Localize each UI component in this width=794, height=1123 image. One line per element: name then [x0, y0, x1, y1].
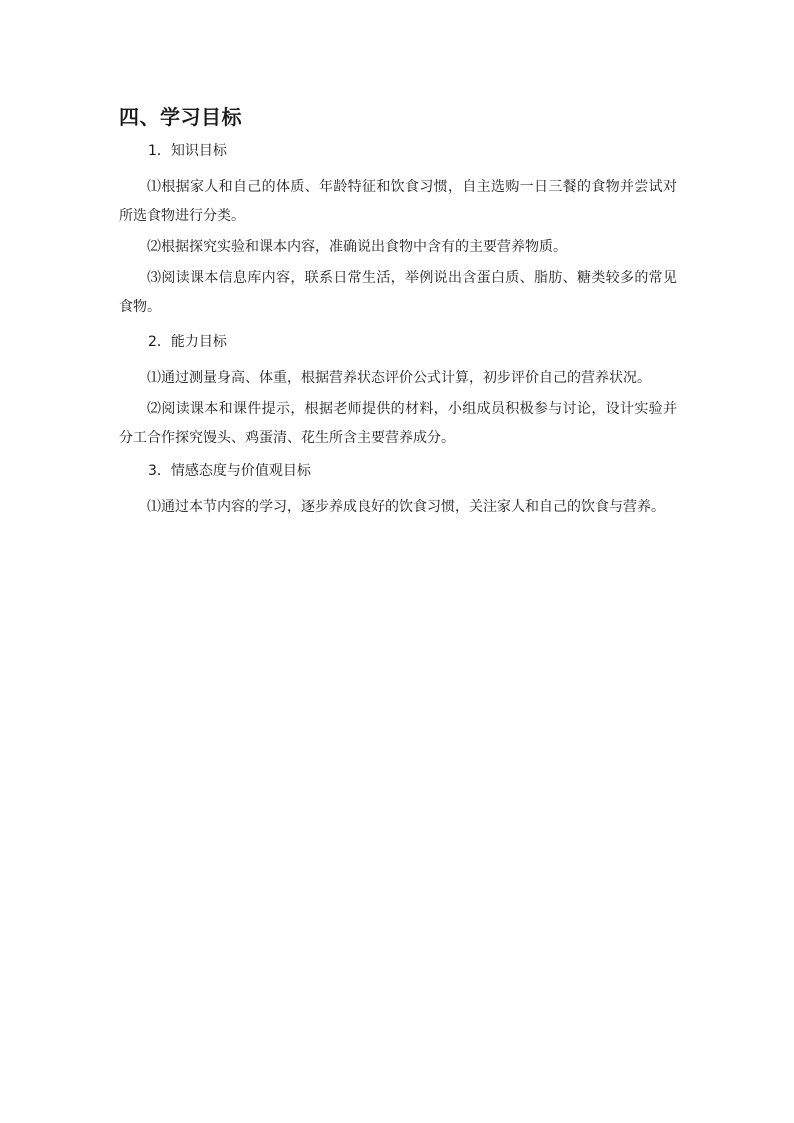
document-content [119, 103, 677, 524]
subsection-title-ability: 2．能力目标 [148, 334, 227, 350]
subsection-title-attitude: 3．情感态度与价值观目标 [148, 463, 311, 479]
objective-paragraph: ⑴通过测量身高、体重，根据营养状态评价公式计算，初步评价自己的营养状况。 [147, 370, 651, 386]
objective-paragraph: ⑴通过本节内容的学习，逐步养成良好的饮食习惯，关注家人和自己的饮食与营养。 [147, 499, 665, 515]
section-heading: 四、学习目标 [119, 105, 242, 129]
objective-paragraph: ⑵根据探究实验和课本内容，准确说出食物中含有的主要营养物质。 [147, 239, 567, 255]
objective-paragraph: ⑴根据家人和自己的体质、年龄特征和饮食习惯，自主选购一日三餐的食物并尝试对所选食物进行分类。 [119, 179, 677, 224]
objective-paragraph: ⑶阅读课本信息库内容，联系日常生活，举例说出含蛋白质、脂肪、糖类较多的常见食物。 [119, 270, 677, 315]
objective-paragraph: ⑵阅读课本和课件提示，根据老师提供的材料，小组成员积极参与讨论，设计实验并分工合作探究馒头、鸡蛋清、花生所含主要营养成分。 [119, 401, 677, 446]
subsection-title-knowledge: 1．知识目标 [148, 143, 227, 159]
